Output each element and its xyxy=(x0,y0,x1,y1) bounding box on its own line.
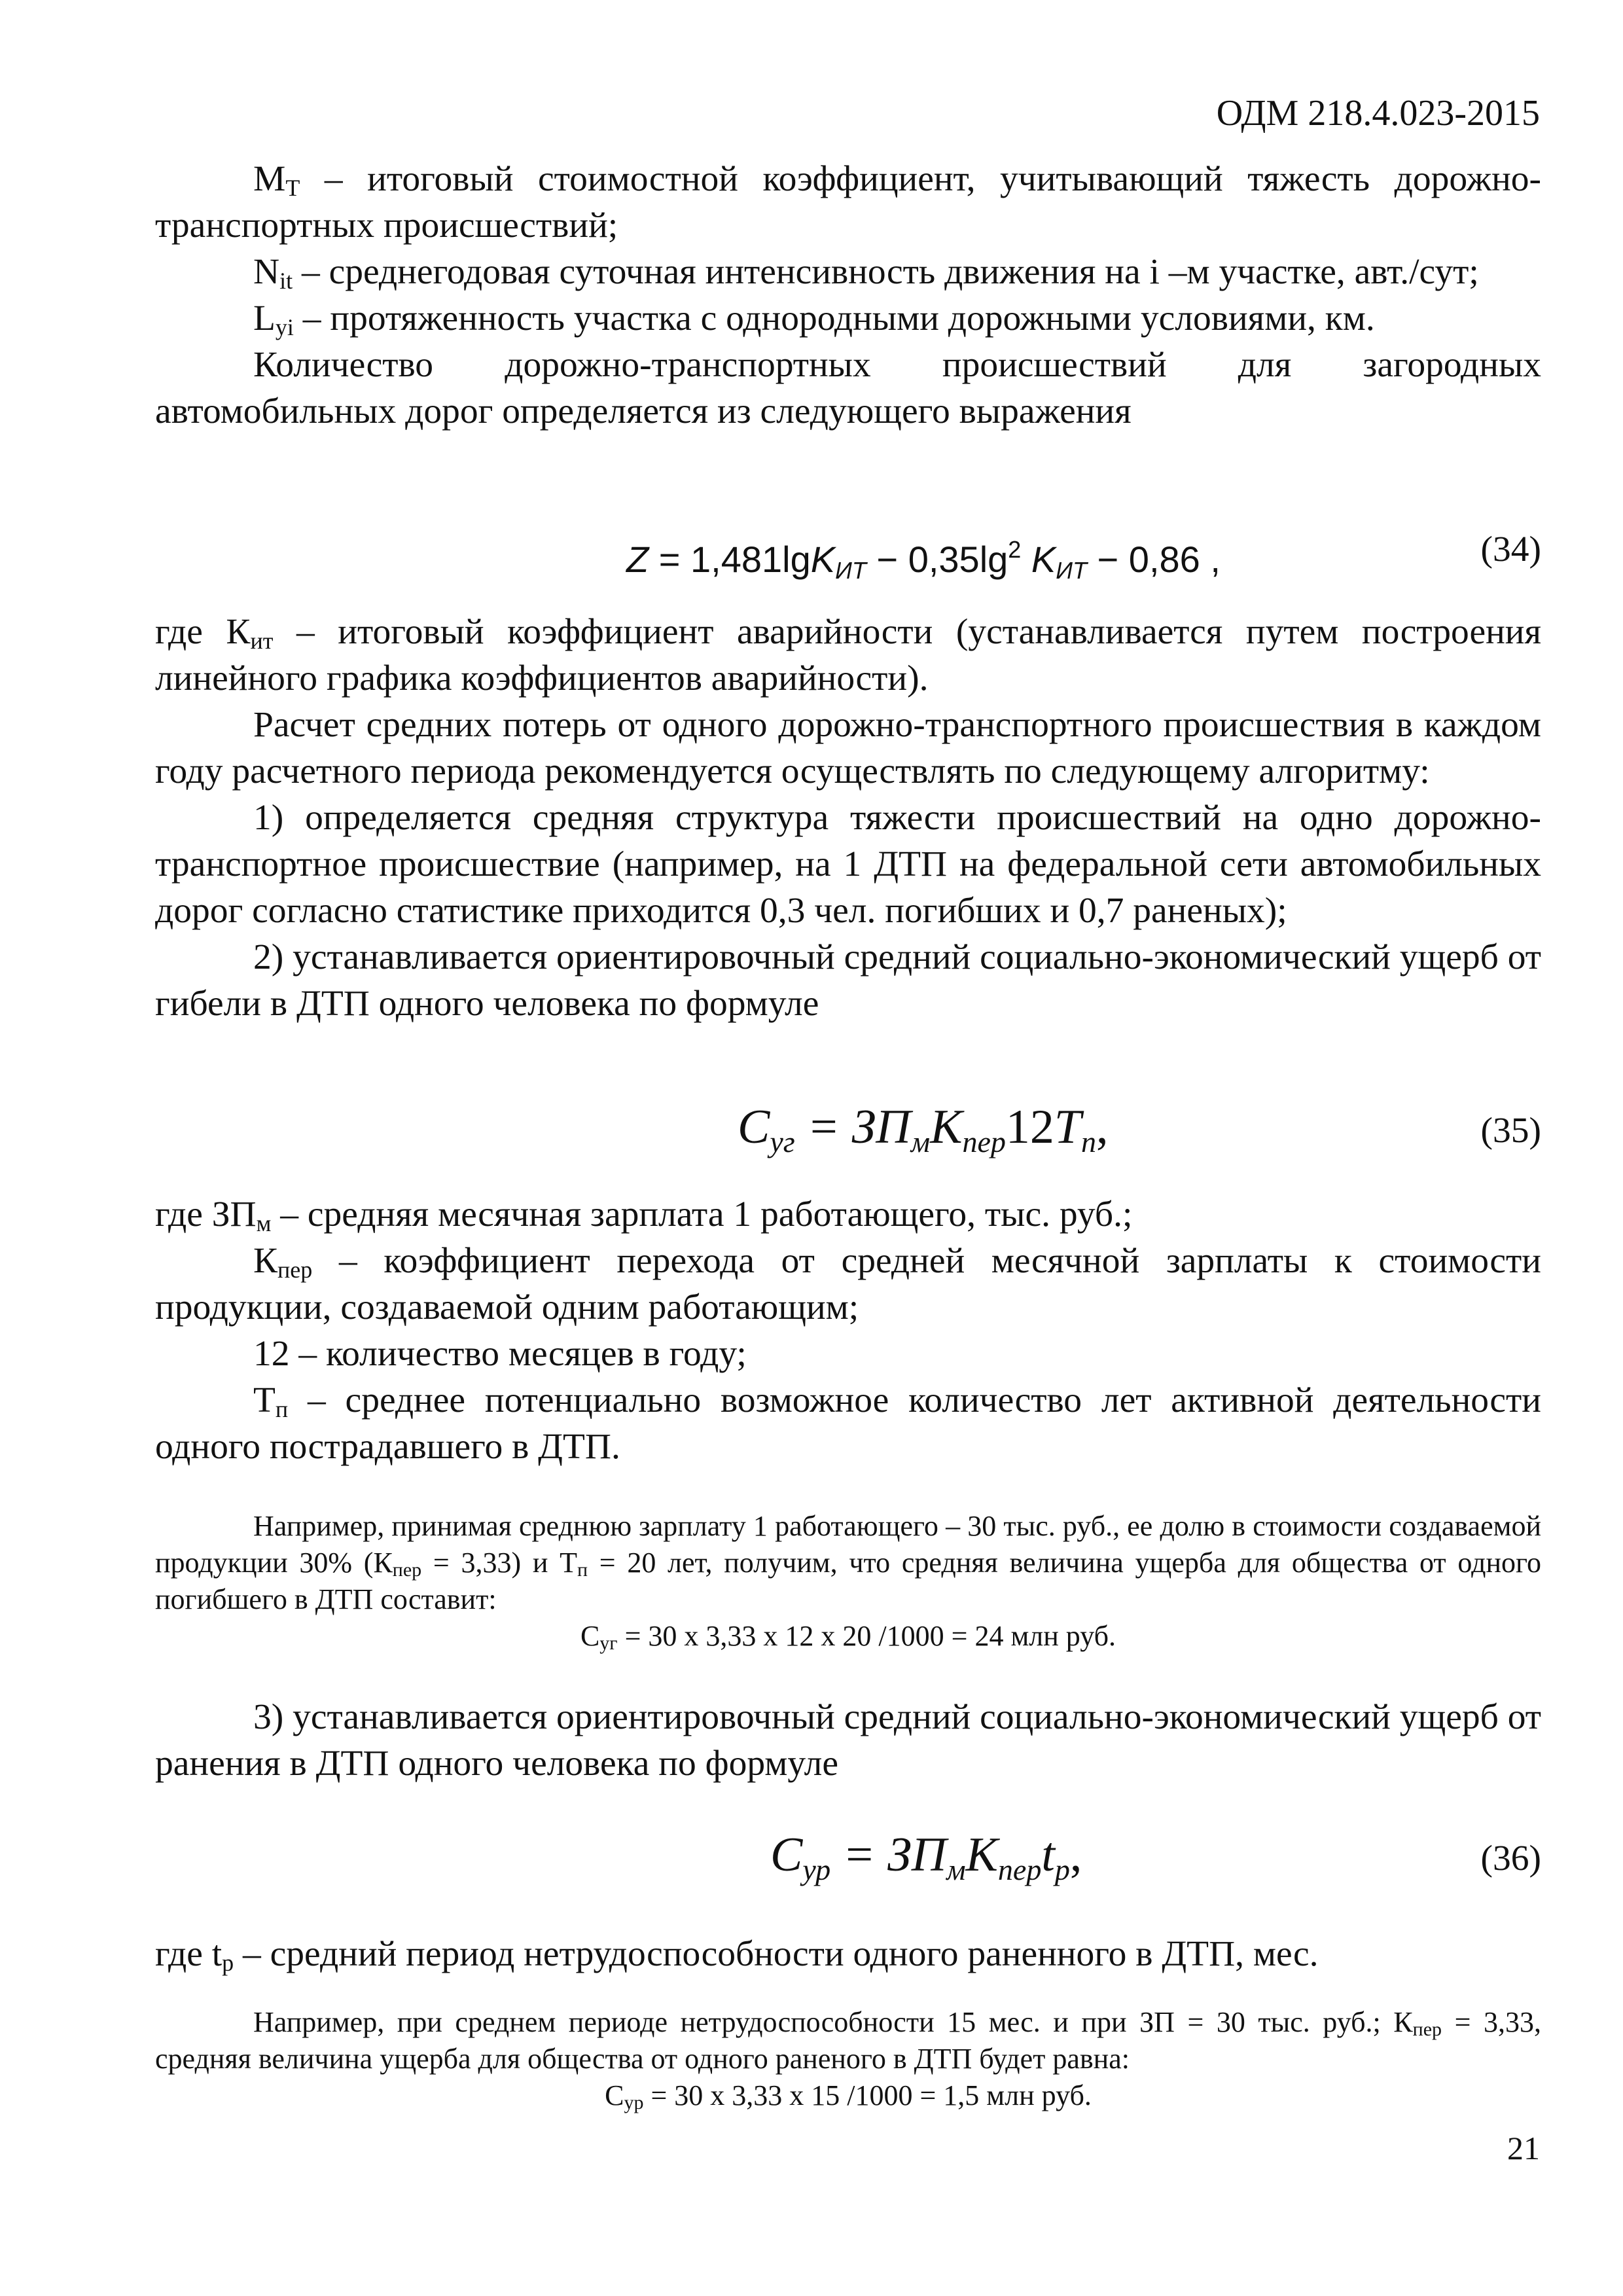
formula-36-number: (36) xyxy=(1480,1839,1541,1878)
formula-34-expression: $Z = 1,481\lg K_{ИТ} - 0,35\lg^2$ $K_{ИТ} - 0,86$ , xyxy=(626,536,1221,584)
formula-36 xyxy=(155,1823,1541,1895)
paragraph-algorithm: Расчет средних потерь от одного дорожно-транспортного происшествия в каждом году расчетного периода рекомендуется осуществлять по следующему алгоритму: xyxy=(155,705,1541,791)
example-2 xyxy=(155,2004,1541,2114)
formula-34 xyxy=(155,514,1541,586)
definition-kit: где $К_{ит}$ – итоговый коэффициент аварийности (устанавливается путем построения линейного графика коэффициентов аварийности). xyxy=(155,612,1542,698)
step-2: 2) устанавливается ориентировочный средний социально-экономический ущерб от гибели в ДТП одного человека по формуле xyxy=(155,937,1541,1024)
definitions-35 xyxy=(155,1191,1541,1470)
definition-lyi: $L_{yi}$ – протяженность участка с однородными дорожными условиями, км. xyxy=(253,298,1375,340)
step-1: 1) определяется средняя структура тяжести происшествий на одно дорожно-транспортное происшествие (например, на 1 ДТП на федеральной сети автомобильных дорог согласно статистике приходится 0,3 чел. погибших и 0,7 раненых); xyxy=(155,798,1541,931)
step-3: 3) устанавливается ориентировочный средний социально-экономический ущерб от ранения в ДТП одного человека по формуле xyxy=(155,1697,1541,1784)
definition-zpm: где $ЗП_м$ – средняя месячная зарплата 1 работающего, тыс. руб.; xyxy=(155,1194,1133,1236)
definition-kper: $К_{пер}$ – коэффициент перехода от средней месячной зарплаты к стоимости продукции, создаваемой одним работающим; xyxy=(155,1241,1541,1327)
definition-nit: $N_{it}$ – среднегодовая суточная интенсивность движения на i –м участке, авт./сут; xyxy=(253,252,1479,294)
example-1-formula: $С_{уг} = 30$ х 3,33 х 12 х 20 /1000 = 24 млн руб. xyxy=(580,1620,1116,1654)
step-3-block xyxy=(155,1694,1541,1787)
example-1 xyxy=(155,1508,1541,1655)
formula-35-expression: $C_{уг} = ЗП_мK_{пер}12T_п$, xyxy=(738,1100,1109,1158)
example-1-text: Например, принимая среднюю зарплату 1 работающего – 30 тыс. руб., ее долю в стоимости создаваемой продукции 30% $(К_{пер} = 3,33)$ и $Т_п = 20$ лет, получим, что средняя величина ущерба для общества от одного погибшего в ДТП составит: xyxy=(155,1510,1541,1615)
formula-36-expression: $C_{ур} = ЗП_мK_{пер}t_р$, xyxy=(770,1828,1082,1886)
definition-mt: $M_T$ – итоговый стоимостной коэффициент, учитывающий тяжесть дорожно-транспортных происшествий; xyxy=(155,159,1541,245)
paragraph-accidents: Количество дорожно-транспортных происшествий для загородных автомобильных дорог определяется из следующего выражения xyxy=(155,345,1541,431)
formula-34-number: (34) xyxy=(1480,529,1541,569)
definition-tp: $Т_п$ – среднее потенциально возможное количество лет активной деятельности одного пострадавшего в ДТП. xyxy=(155,1380,1541,1467)
definitions-top xyxy=(155,156,1541,435)
definition-months: 12 – количество месяцев в году; xyxy=(253,1334,747,1374)
formula-35 xyxy=(155,1096,1541,1168)
definition-tp-block xyxy=(155,1931,1541,1977)
definition-tp-injury: где $t_р$ – средний период нетрудоспособности одного раненного в ДТП, мес. xyxy=(155,1934,1319,1976)
formula-35-number: (35) xyxy=(1480,1111,1541,1151)
document-code: ОДМ 218.4.023-2015 xyxy=(1216,93,1540,134)
section-after-34 xyxy=(155,609,1541,1027)
example-2-text: Например, при среднем периоде нетрудоспособности 15 мес. и при ЗП = 30 тыс. руб.; $К_{пер} = 3,33$, средняя величина ущерба для общества от одного раненого в ДТП будет равна: xyxy=(155,2006,1541,2075)
example-2-formula: $С_{ур} = 30$ х 3,33 х 15 /1000 = 1,5 млн руб. xyxy=(605,2079,1092,2113)
page-number: 21 xyxy=(1507,2130,1540,2166)
